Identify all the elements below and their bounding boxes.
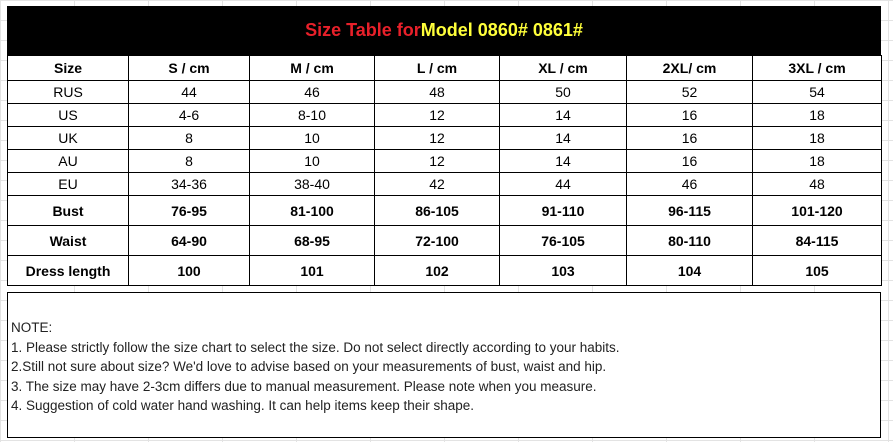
table-cell: 84-115 — [753, 226, 882, 256]
note-item: 2.Still not sure about size? We'd love to advise based on your measurements of bust, waist and hip. — [11, 359, 607, 374]
table-cell: 8 — [129, 127, 250, 150]
row-label: UK — [8, 127, 129, 150]
table-cell: 68-95 — [250, 226, 375, 256]
header-cell: 2XL/ cm — [627, 56, 753, 81]
table-cell: 14 — [500, 127, 627, 150]
size-table-container — [7, 6, 881, 286]
table-cell: 18 — [753, 127, 882, 150]
table-cell: 10 — [250, 150, 375, 173]
table-cell: 101-120 — [753, 196, 882, 226]
note-item: 3. The size may have 2-3cm differs due to manual measurement. Please note when you measure. — [11, 378, 597, 394]
table-cell: 80-110 — [627, 226, 753, 256]
table-header-row — [8, 56, 882, 81]
header-cell: XL / cm — [500, 56, 627, 81]
note-item: 4. Suggestion of cold water hand washing. It can help items keep their shape. — [11, 398, 475, 413]
table-cell: 16 — [627, 150, 753, 173]
title-bar — [7, 6, 881, 55]
table-cell: 10 — [250, 127, 375, 150]
table-row — [8, 196, 882, 226]
table-cell: 86-105 — [375, 196, 500, 226]
header-cell: M / cm — [250, 56, 375, 81]
header-cell: 3XL / cm — [753, 56, 882, 81]
title-text-model: Model 0860# 0861# — [420, 20, 583, 40]
table-cell: 18 — [753, 104, 882, 127]
table-row — [8, 127, 882, 150]
table-cell: 54 — [753, 81, 882, 104]
table-cell: 42 — [375, 173, 500, 196]
table-cell: 76-95 — [129, 196, 250, 226]
table-cell: 76-105 — [500, 226, 627, 256]
table-cell: 12 — [375, 104, 500, 127]
table-row — [8, 81, 882, 104]
table-cell: 101 — [250, 256, 375, 286]
table-cell: 34-36 — [129, 173, 250, 196]
table-cell: 52 — [627, 81, 753, 104]
table-cell: 14 — [500, 150, 627, 173]
table-row — [8, 173, 882, 196]
table-cell: 4-6 — [129, 104, 250, 127]
table-cell: 8-10 — [250, 104, 375, 127]
table-cell: 72-100 — [375, 226, 500, 256]
table-cell: 64-90 — [129, 226, 250, 256]
title-text-red: Size Table for — [305, 20, 421, 40]
table-cell: 103 — [500, 256, 627, 286]
table-cell: 38-40 — [250, 173, 375, 196]
table-cell: 91-110 — [500, 196, 627, 226]
notes-heading: NOTE: — [11, 320, 53, 335]
header-cell: L / cm — [375, 56, 500, 81]
table-cell: 14 — [500, 104, 627, 127]
row-label: RUS — [8, 81, 129, 104]
row-label: Bust — [8, 196, 129, 226]
table-row — [8, 104, 882, 127]
row-label: Waist — [8, 226, 129, 256]
row-label: EU — [8, 173, 129, 196]
table-cell: 46 — [627, 173, 753, 196]
row-label: Dress length — [8, 256, 129, 286]
table-cell: 102 — [375, 256, 500, 286]
size-table — [7, 55, 882, 286]
table-cell: 18 — [753, 150, 882, 173]
notes-box — [7, 292, 881, 438]
table-cell: 12 — [375, 127, 500, 150]
header-cell: S / cm — [129, 56, 250, 81]
table-row — [8, 150, 882, 173]
table-cell: 16 — [627, 104, 753, 127]
table-cell: 16 — [627, 127, 753, 150]
header-cell: Size — [8, 56, 129, 81]
table-cell: 105 — [753, 256, 882, 286]
note-item: 1. Please strictly follow the size chart to select the size. Do not select directly according to your habits. — [11, 339, 620, 355]
table-cell: 96-115 — [627, 196, 753, 226]
table-cell: 46 — [250, 81, 375, 104]
table-cell: 104 — [627, 256, 753, 286]
table-cell: 81-100 — [250, 196, 375, 226]
table-cell: 100 — [129, 256, 250, 286]
table-cell: 44 — [129, 81, 250, 104]
table-cell: 48 — [375, 81, 500, 104]
table-row — [8, 256, 882, 286]
row-label: AU — [8, 150, 129, 173]
table-cell: 8 — [129, 150, 250, 173]
table-cell: 50 — [500, 81, 627, 104]
table-cell: 12 — [375, 150, 500, 173]
table-cell: 44 — [500, 173, 627, 196]
row-label: US — [8, 104, 129, 127]
table-row — [8, 226, 882, 256]
table-cell: 48 — [753, 173, 882, 196]
notes-list — [11, 318, 620, 416]
